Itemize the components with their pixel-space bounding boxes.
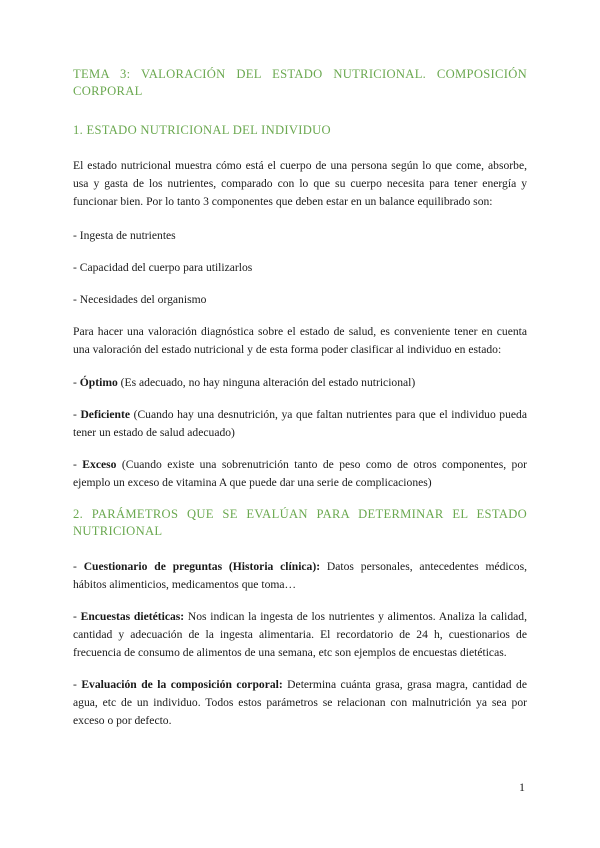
param-term: Evaluación de la composición corporal: xyxy=(81,678,283,691)
param-term: Encuestas dietéticas: xyxy=(80,610,185,623)
assessment-paragraph: Para hacer una valoración diagnóstica sobre el estado de salud, es conveniente tener en cuenta una valoración del estado nutricional y de esta forma poder clasificar al individuo en estado: xyxy=(73,325,527,356)
state-optimo: - Óptimo (Es adecuado, no hay ninguna alteración del estado nutricional) xyxy=(73,376,416,389)
document-title: TEMA 3: VALORACIÓN DEL ESTADO NUTRICIONAL. COMPOSICIÓN CORPORAL xyxy=(73,67,527,98)
state-exceso: - Exceso (Cuando existe una sobrenutrición tanto de peso como de otros componentes, por ejemplo un exceso de vitamina A que puede dar una serie de complicaciones) xyxy=(73,458,527,489)
component-item: - Capacidad del cuerpo para utilizarlos xyxy=(73,261,253,274)
section-1-heading: 1. ESTADO NUTRICIONAL DEL INDIVIDUO xyxy=(73,123,331,137)
component-item: - Ingesta de nutrientes xyxy=(73,229,176,242)
page-number: 1 xyxy=(519,780,525,794)
param-composicion: - Evaluación de la composición corporal: Determina cuánta grasa, grasa magra, cantidad de agua, etc de un individuo. Todos estos parámetros se relacionan con malnutrición ya sea por exceso o por defecto. xyxy=(73,678,527,727)
state-term: Exceso xyxy=(82,458,117,471)
state-term: Deficiente xyxy=(80,408,131,421)
param-historia-clinica: - Cuestionario de preguntas (Historia clínica): Datos personales, antecedentes médicos, hábitos alimenticios, medicamentos que toma… xyxy=(73,560,527,591)
param-encuestas: - Encuestas dietéticas: Nos indican la ingesta de los nutrientes y alimentos. Analiza la calidad, cantidad y adecuación de la ingesta alimentaria. El recordatorio de 24 h, cuestionarios de frecuencia de consumo de alimentos de una semana, etc son ejemplos de encuestas dietéticas. xyxy=(73,610,527,659)
state-term: Óptimo xyxy=(79,376,118,389)
state-deficiente: - Deficiente (Cuando hay una desnutrición, ya que faltan nutrientes para que el individuo pueda tener un estado de salud adecuado) xyxy=(73,408,527,439)
param-term: Cuestionario de preguntas (Historia clínica): xyxy=(83,560,321,573)
section-1-intro: El estado nutricional muestra cómo está el cuerpo de una persona según lo que come, absorbe, usa y gasta de los nutrientes, comparado con lo que su cuerpo necesita para tener energía y funcionar bien. Por lo tanto 3 componentes que deben estar en un balance equilibrado son: xyxy=(73,159,527,208)
document-page xyxy=(73,66,527,730)
component-item: - Necesidades del organismo xyxy=(73,293,207,306)
section-2-heading: 2. PARÁMETROS QUE SE EVALÚAN PARA DETERMINAR EL ESTADO NUTRICIONAL xyxy=(73,507,527,538)
